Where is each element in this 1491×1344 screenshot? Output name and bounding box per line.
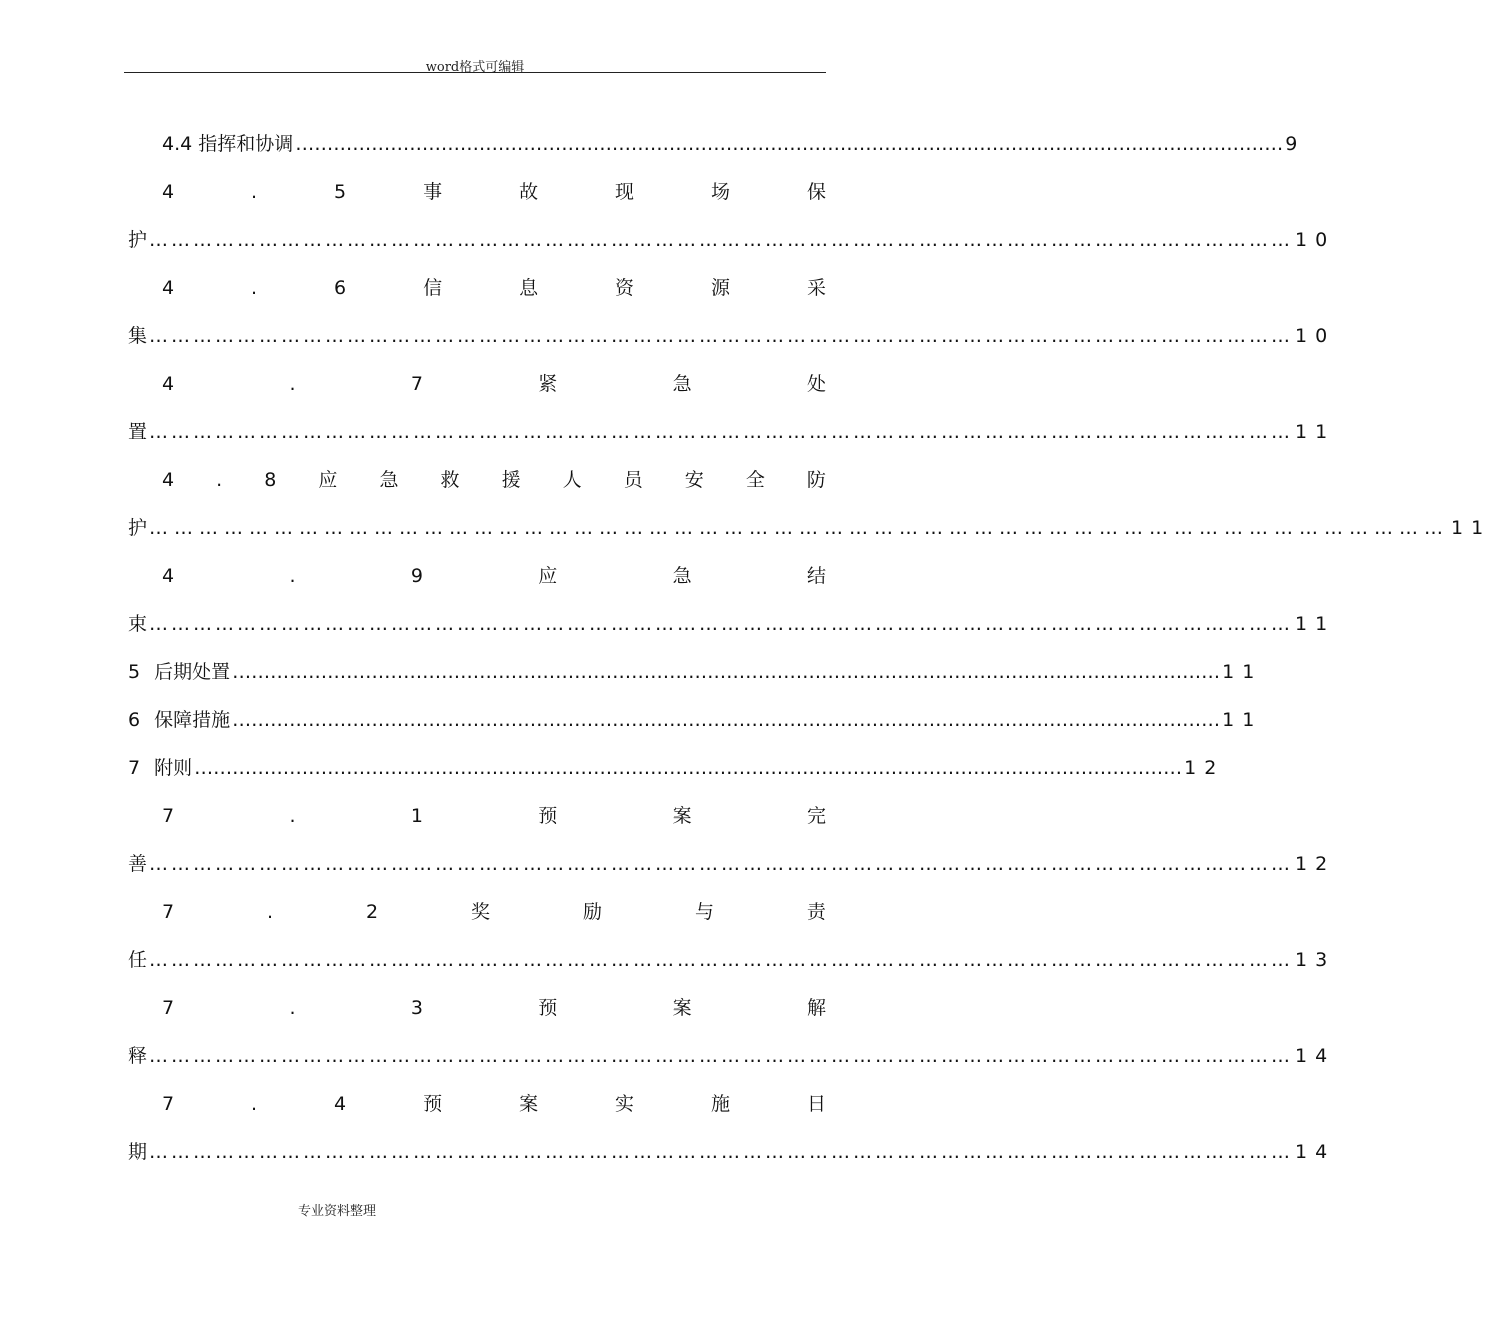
toc-heading-char: 应 [538,565,558,587]
toc-entry-5[interactable] [128,658,1263,686]
toc-entry-7-1-tail[interactable] [128,850,1336,878]
toc-entry-7-3-head[interactable] [162,994,826,1022]
toc-heading-char: 2 [366,901,379,923]
toc-heading-char: 息 [519,277,539,299]
toc-heading-char: 3 [410,997,423,1019]
toc-entry-4-9-tail[interactable] [128,610,1336,638]
toc-entry-4-4[interactable] [162,130,1298,158]
toc-entry-7-1-head[interactable] [162,802,826,830]
toc-section-number: 6 [128,709,141,731]
toc-entry-7-2-head[interactable] [162,898,826,926]
toc-heading-char: 7 [162,805,175,827]
toc-page-number: 11 [1222,661,1263,683]
toc-entry-label: 释 [128,1045,148,1067]
toc-heading-char: 实 [615,1093,635,1115]
toc-heading-char: . [267,901,274,923]
toc-heading-char: 4 [162,373,175,395]
toc-page-number: 13 [1295,949,1336,971]
toc-heading-char: 结 [806,565,826,587]
toc-heading-char: 5 [334,181,347,203]
toc-leader-dots: ………………………………………………………………………………………………………………………………………… [149,1045,1294,1067]
toc-entry-4-7-tail[interactable] [128,418,1336,446]
toc-entry-4-6-head[interactable] [162,274,826,302]
toc-entry-7-2-tail[interactable] [128,946,1336,974]
toc-entry-4-6-tail[interactable] [128,322,1336,350]
toc-entry-label: 护 [128,517,148,539]
toc-heading-char: 安 [684,469,704,491]
toc-page-number: 12 [1184,757,1225,779]
toc-entry-label: 护 [128,229,148,251]
toc-leader-dots: ………………………………………………………………………………………………………………………………………… [149,421,1294,443]
toc-entry-label: 保障措施 [154,709,231,731]
toc-heading-char: 处 [806,373,826,395]
toc-entry-4-5-tail[interactable] [128,226,1336,254]
toc-heading-char: 故 [519,181,539,203]
toc-section-number: 7 [128,757,141,779]
toc-heading-char: 日 [806,1093,826,1115]
toc-heading-char: . [289,997,296,1019]
toc-entry-label: 集 [128,325,148,347]
toc-heading-char: 案 [519,1093,539,1115]
toc-page-number: 14 [1295,1141,1336,1163]
toc-heading-char: 现 [615,181,635,203]
toc-page-number: 12 [1295,853,1336,875]
toc-entry-7-3-tail[interactable] [128,1042,1336,1070]
toc-heading-char: . [216,469,223,491]
toc-heading-char: 员 [623,469,643,491]
toc-page-number: 11 [1295,613,1336,635]
toc-heading-char: 完 [806,805,826,827]
toc-entry-label: 附则 [154,757,193,779]
toc-heading-char: 案 [672,805,692,827]
toc-heading-char: 9 [410,565,423,587]
toc-entry-label: 束 [128,613,148,635]
toc-heading-char: 预 [538,805,558,827]
toc-heading-char: 责 [806,901,826,923]
toc-heading-char: 解 [806,997,826,1019]
toc-heading-char: 8 [264,469,277,491]
toc-heading-char: 4 [162,181,175,203]
toc-heading-char: 4 [334,1093,347,1115]
toc-heading-char: 援 [501,469,521,491]
toc-heading-char: 人 [562,469,582,491]
toc-entry-4-8-tail[interactable] [128,514,1491,542]
toc-leader-dots: ………………………………………………………………………………………………………………………………………… [149,1141,1294,1163]
toc-heading-char: 7 [410,373,423,395]
toc-leader-dots: ………………………………………………………………………………………………………………………………………… [149,325,1294,347]
toc-leader-dots: ………………………………………………………………………………………………………………………………………… [149,949,1294,971]
toc-heading-char: 预 [538,997,558,1019]
toc-page-number: 11 [1295,421,1336,443]
toc-heading-char: 急 [672,373,692,395]
toc-heading-char: 6 [334,277,347,299]
toc-leader-dots: ………………………………………………………………………………………………………………………………………… [149,517,1450,539]
toc-heading-char: 与 [694,901,714,923]
toc-entry-label: 期 [128,1141,148,1163]
toc-entry-7-4-tail[interactable] [128,1138,1336,1166]
toc-heading-char: 资 [615,277,635,299]
toc-entry-7-4-head[interactable] [162,1090,826,1118]
toc-entry-label: 置 [128,421,148,443]
toc-heading-char: 施 [711,1093,731,1115]
toc-heading-char: 全 [745,469,765,491]
toc-heading-char: 预 [423,1093,443,1115]
toc-heading-char: 7 [162,1093,175,1115]
toc-section-number: 5 [128,661,141,683]
header-divider [124,72,826,73]
toc-entry-4-9-head[interactable] [162,562,826,590]
toc-heading-char: 7 [162,901,175,923]
toc-heading-char: 事 [423,181,443,203]
toc-heading-char: 4 [162,565,175,587]
toc-heading-char: . [251,1093,258,1115]
toc-heading-char: 4 [162,277,175,299]
toc-entry-6[interactable] [128,706,1263,734]
toc-heading-char: 应 [318,469,338,491]
toc-page-number: 14 [1295,1045,1336,1067]
toc-entry-label: 任 [128,949,148,971]
toc-leader-dots: ………………………………………………………………………………………………………………………………………… [295,133,1284,155]
toc-entry-7[interactable] [128,754,1225,782]
toc-heading-char: 4 [162,469,175,491]
toc-heading-char: . [251,277,258,299]
toc-heading-char: 采 [806,277,826,299]
toc-entry-label: 后期处置 [154,661,231,683]
toc-heading-char: 急 [672,565,692,587]
toc-leader-dots: ………………………………………………………………………………………………………………………………………… [232,661,1221,683]
toc-heading-char: . [289,373,296,395]
toc-entry-4-5-head[interactable] [162,178,826,206]
toc-heading-char: . [289,565,296,587]
toc-heading-char: 保 [806,181,826,203]
toc-leader-dots: ………………………………………………………………………………………………………………………………………… [232,709,1221,731]
toc-heading-char: . [251,181,258,203]
toc-entry-label: 善 [128,853,148,875]
toc-leader-dots: ………………………………………………………………………………………………………………………………………… [194,757,1183,779]
page-footer: 专业资料整理 [298,1204,377,1219]
toc-leader-dots: ………………………………………………………………………………………………………………………………………… [149,613,1294,635]
toc-page-number: 11 [1222,709,1263,731]
toc-heading-char: 1 [410,805,423,827]
toc-leader-dots: ………………………………………………………………………………………………………………………………………… [149,853,1294,875]
toc-heading-char: 励 [583,901,603,923]
toc-entry-label: 4.4 指挥和协调 [162,133,294,155]
toc-page-number: 10 [1295,229,1336,251]
toc-heading-char: 源 [711,277,731,299]
toc-leader-dots: ………………………………………………………………………………………………………………………………………… [149,229,1294,251]
toc-heading-char: 案 [672,997,692,1019]
toc-page-number: 9 [1285,133,1298,155]
toc-heading-char: 信 [423,277,443,299]
toc-entry-4-7-head[interactable] [162,370,826,398]
toc-entry-4-8-head[interactable] [162,466,826,494]
toc-heading-char: 防 [806,469,826,491]
toc-page-number: 10 [1295,325,1336,347]
toc-heading-char: . [289,805,296,827]
toc-heading-char: 场 [711,181,731,203]
toc-page-number: 11 [1451,517,1491,539]
toc-heading-char: 急 [379,469,399,491]
toc-heading-char: 救 [440,469,460,491]
toc-heading-char: 7 [162,997,175,1019]
toc-heading-char: 奖 [471,901,491,923]
toc-heading-char: 紧 [538,373,558,395]
page-header: word格式可编辑 [425,60,525,75]
